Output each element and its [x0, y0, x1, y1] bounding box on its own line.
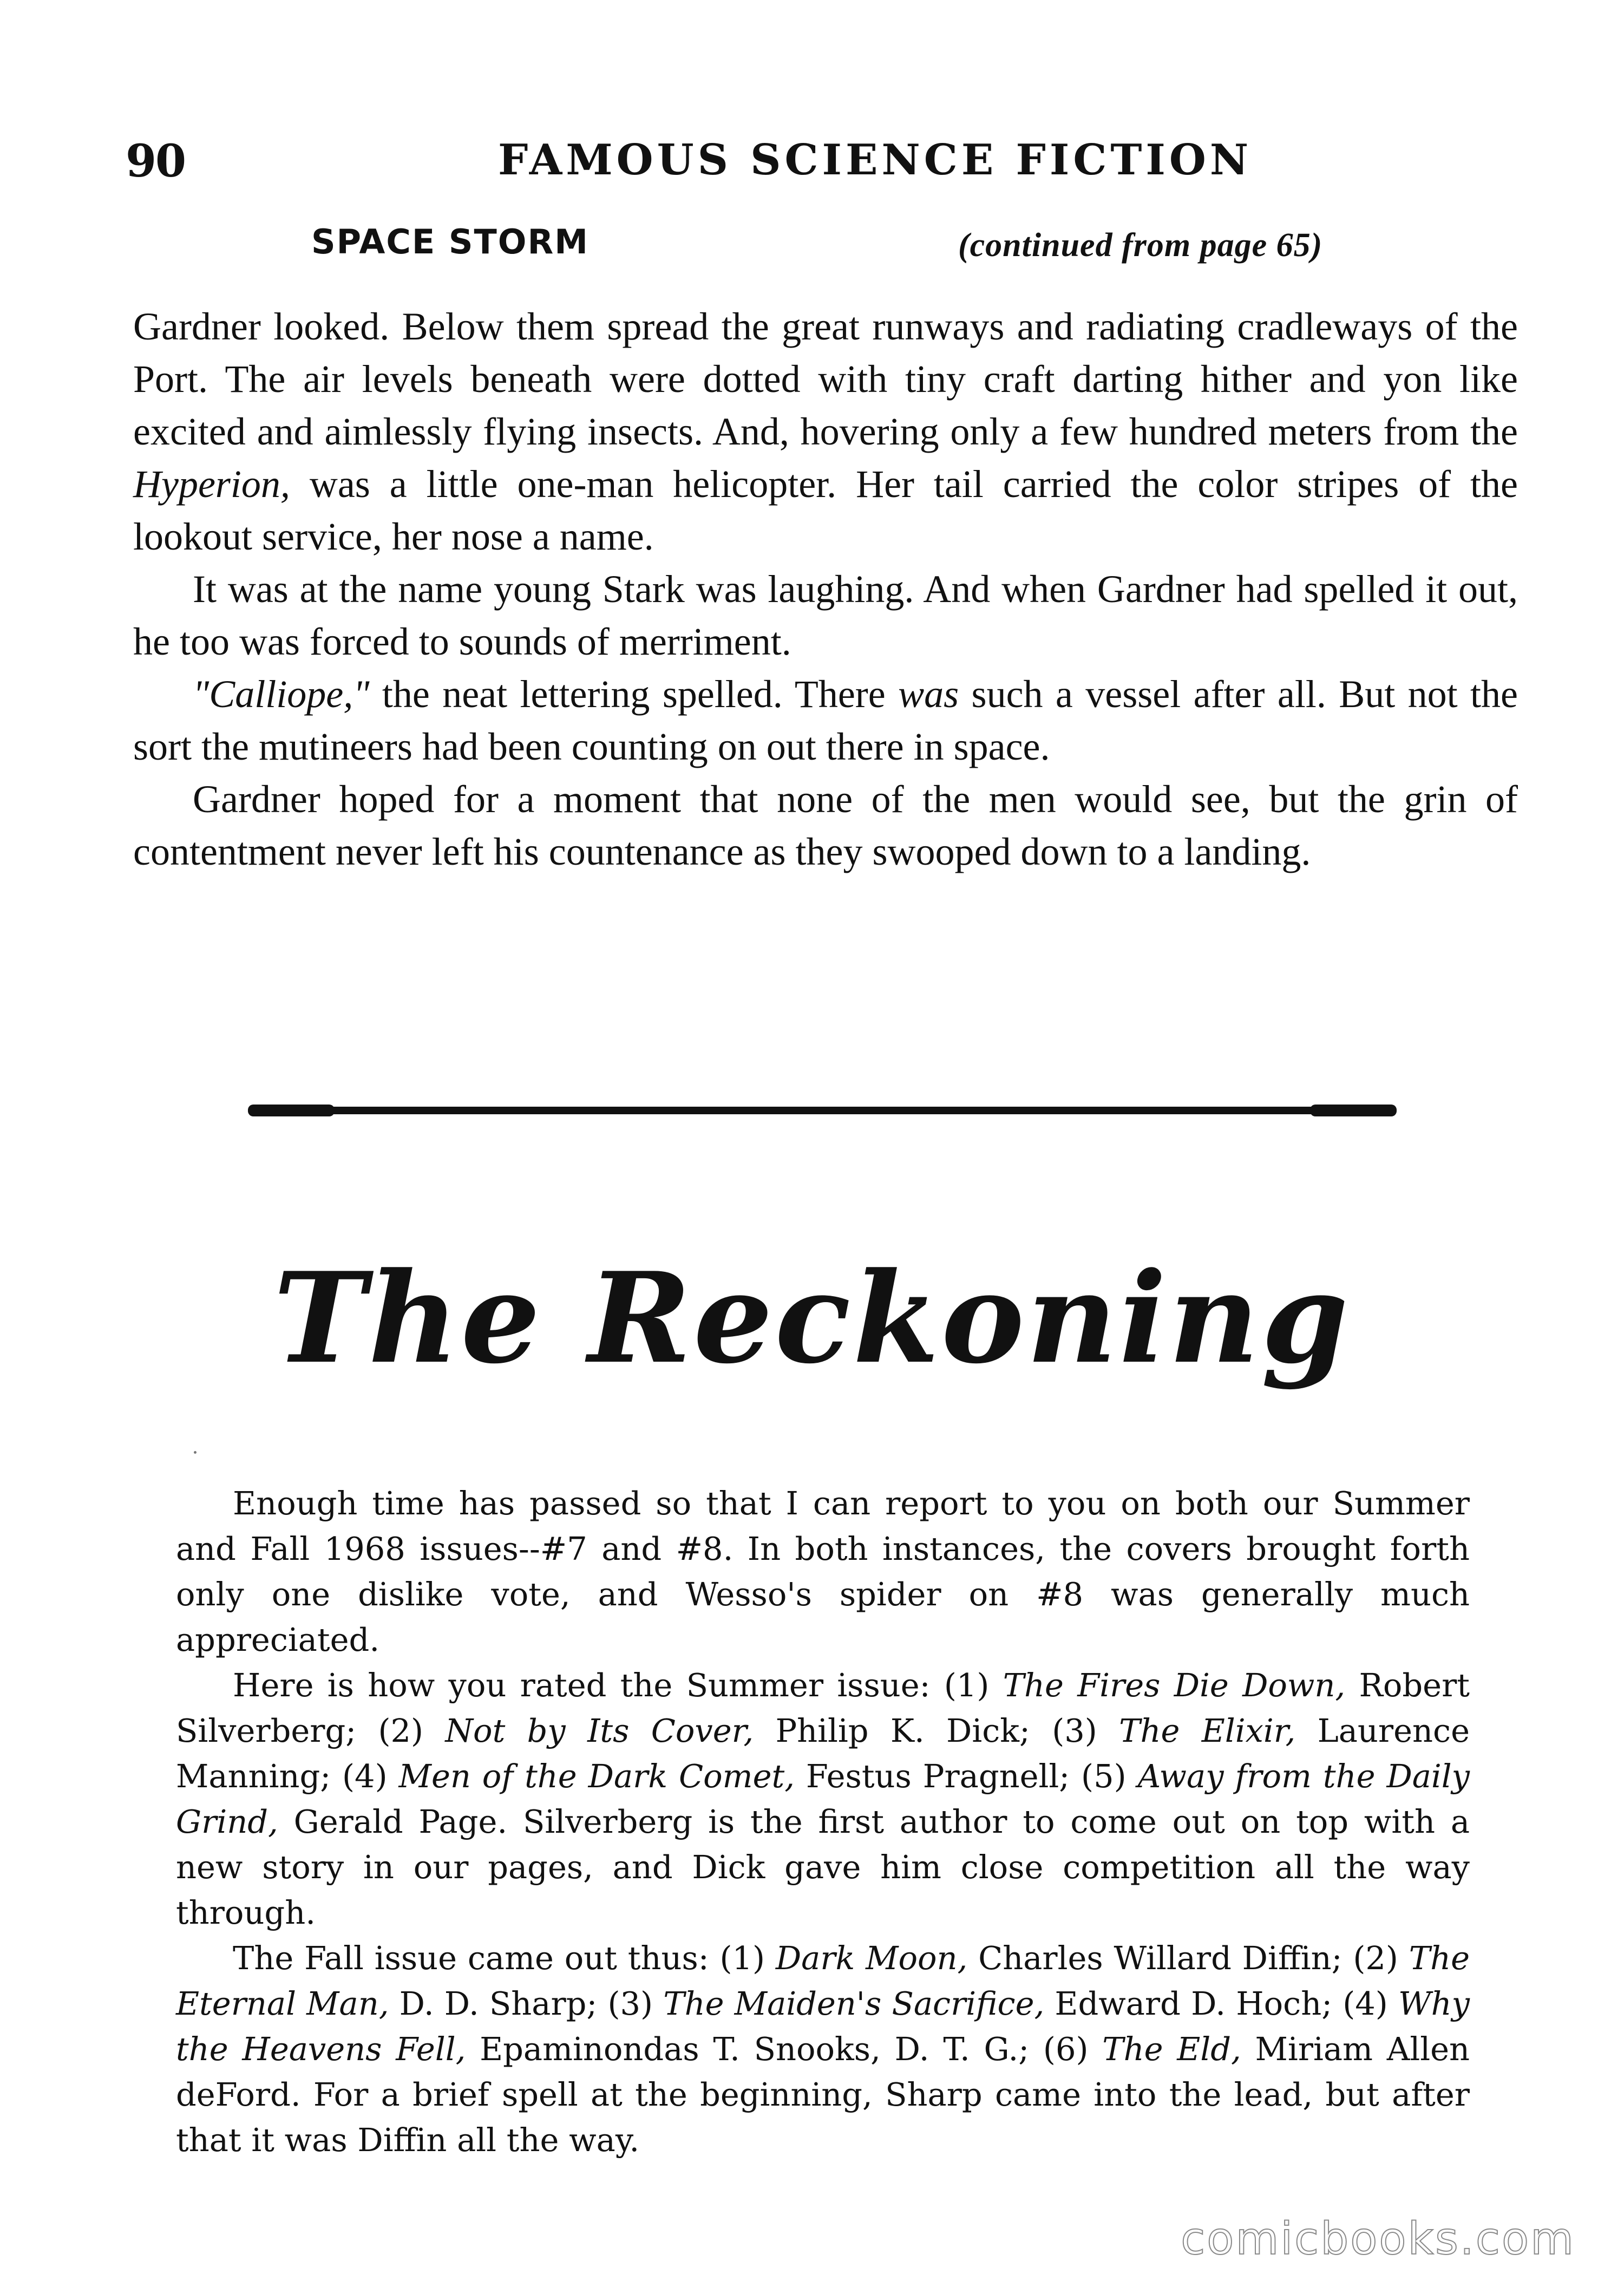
story-paragraph — [133, 668, 1518, 773]
watermark: comicbooks.com — [1181, 2213, 1575, 2265]
section-divider — [248, 1107, 1397, 1114]
story-ref: The Fires Die Down, — [1003, 1667, 1346, 1704]
vessel-name: "Calliope," — [193, 672, 370, 716]
story-body — [133, 300, 1518, 878]
continued-note: (continued from page 65) — [958, 227, 1323, 264]
story-ref: The Maiden's Sacrifice, — [663, 1985, 1045, 2022]
story-ref: Men of the Dark Comet, — [398, 1757, 795, 1795]
story-text: such a vessel after all. But not the sort the mutineers had been counting on out there in space. — [133, 672, 1518, 768]
emphasis: was — [898, 672, 959, 716]
reckoning-text: Laurence Manning; (4) — [176, 1712, 1470, 1795]
reckoning-text: Charles Willard Diffin; (2) — [967, 1939, 1409, 1977]
reckoning-text: D. D. Sharp; (3) — [389, 1985, 664, 2022]
story-text: the neat lettering spelled. There — [369, 672, 899, 716]
reckoning-text: Philip K. Dick; (3) — [754, 1712, 1119, 1749]
print-speck — [194, 1451, 197, 1454]
section-title: The Reckoning — [273, 1245, 1351, 1391]
reckoning-paragraph — [176, 1663, 1470, 1936]
reckoning-text: Here is how you rated the Summer issue: (1) — [233, 1667, 1003, 1704]
story-ref: Away from the Daily Grind, — [176, 1757, 1470, 1840]
reckoning-text: Robert Silverberg; (2) — [176, 1667, 1470, 1749]
reckoning-text: Miriam Allen deFord. For a brief spell at the beginning, Sharp came into the lead, but after that it was Diffin all the way. — [176, 2030, 1470, 2159]
story-ref: The Elixir, — [1119, 1712, 1296, 1749]
page-number: 90 — [126, 135, 186, 187]
reckoning-text: Edward D. Hoch; (4) — [1044, 1985, 1398, 2022]
story-ref: The Eld, — [1102, 2030, 1241, 2068]
reckoning-text: Festus Pragnell; (5) — [795, 1757, 1138, 1795]
reckoning-body — [176, 1481, 1470, 2163]
story-paragraph — [133, 300, 1518, 563]
story-ref: Why the Heavens Fell, — [176, 1985, 1470, 2068]
story-ref: Not by Its Cover, — [445, 1712, 754, 1749]
story-ref: Dark Moon, — [775, 1939, 968, 1977]
reckoning-paragraph — [176, 1936, 1470, 2163]
ship-name: Hyperion, — [133, 462, 290, 506]
magazine-title: FAMOUS SCIENCE FICTION — [498, 135, 1253, 185]
story-paragraph: It was at the name young Stark was laughing. And when Gardner had spelled it out, he too was forced to sounds of merriment. — [133, 567, 1518, 663]
story-text: Gardner looked. Below them spread the great runways and radiating cradleways of the Port. The air levels beneath were dotted with tiny craft darting hither and yon like excited and aimlessly flying insects. And, hovering only a few hundred meters from the — [133, 305, 1518, 453]
story-ref: The Eternal Man, — [176, 1939, 1470, 2022]
reckoning-text: Epaminondas T. Snooks, D. T. G.; (6) — [466, 2030, 1103, 2068]
story-title: SPACE STORM — [311, 222, 589, 262]
story-text: was a little one-man helicopter. Her tail carried the color stripes of the lookout service, her nose a name. — [133, 462, 1518, 558]
reckoning-text: The Fall issue came out thus: (1) — [233, 1939, 776, 1977]
reckoning-text: Gerald Page. Silverberg is the first author to come out on top with a new story in our pages, and Dick gave him close competition all the way through. — [176, 1803, 1470, 1931]
story-paragraph: Gardner hoped for a moment that none of the men would see, but the grin of contentment never left his countenance as they swooped down to a landing. — [133, 777, 1518, 873]
reckoning-paragraph: Enough time has passed so that I can report to you on both our Summer and Fall 1968 issues--#7 and #8. In both instances, the covers brought forth only one dislike vote, and Wesso's spider on #8 was generally much appreciated. — [176, 1485, 1470, 1658]
